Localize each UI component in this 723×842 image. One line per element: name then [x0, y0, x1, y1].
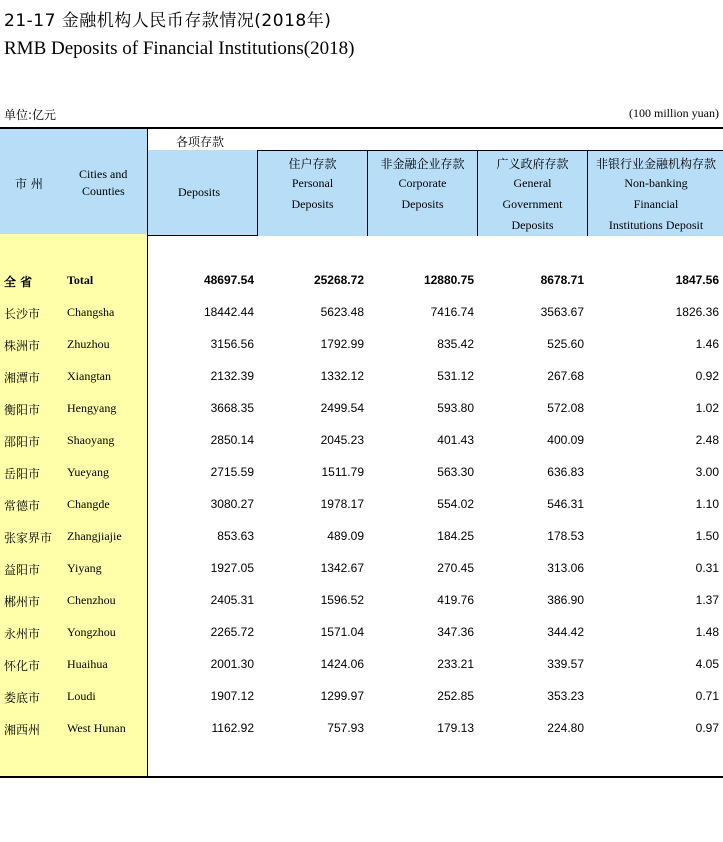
table-header — [0, 127, 723, 236]
value-gov: 353.23 — [547, 689, 584, 703]
value-gov: 636.83 — [547, 465, 584, 479]
city-name-en: Yongzhou — [67, 625, 116, 639]
value-personal: 1978.17 — [320, 497, 364, 511]
header-city-en-2: Counties — [82, 184, 125, 198]
value-gov: 572.08 — [547, 401, 584, 415]
city-name-cn: 张家界市 — [4, 531, 53, 545]
value-total: 3156.56 — [210, 337, 254, 351]
table-row — [0, 393, 723, 425]
value-corporate: 531.12 — [437, 369, 474, 383]
table-row — [0, 617, 723, 649]
header-total-en: Deposits — [178, 185, 220, 199]
value-gov: 267.68 — [547, 369, 584, 383]
value-nonbank: 1.50 — [695, 529, 719, 543]
value-personal: 1792.99 — [320, 337, 364, 351]
header-personal-column — [257, 150, 367, 236]
city-name-cn: 湘西州 — [4, 723, 41, 737]
value-personal: 1596.52 — [320, 593, 364, 607]
city-name-en: Hengyang — [67, 401, 117, 415]
city-name-en: Shaoyang — [67, 433, 115, 447]
page-title-en: RMB Deposits of Financial Institutions(2018) — [4, 38, 355, 59]
value-gov: 313.06 — [547, 561, 584, 575]
city-name-en: Yiyang — [67, 561, 102, 575]
value-personal: 2499.54 — [320, 401, 364, 415]
city-name-en: Yueyang — [67, 465, 109, 479]
header-city-column — [0, 129, 148, 235]
header-total-cn: 各项存款 — [176, 135, 225, 149]
header-gov-en-3: Deposits — [511, 218, 554, 232]
header-personal-en-1: Personal — [291, 176, 334, 190]
table-row — [0, 649, 723, 681]
value-nonbank: 3.00 — [695, 465, 719, 479]
table-row — [0, 585, 723, 617]
value-total: 1162.92 — [211, 721, 254, 735]
value-corporate: 347.36 — [437, 625, 474, 639]
value-personal: 1342.67 — [320, 561, 364, 575]
value-personal: 1299.97 — [320, 689, 364, 703]
value-personal: 25268.72 — [313, 273, 364, 287]
value-nonbank: 0.31 — [695, 561, 719, 575]
value-total: 18442.44 — [203, 305, 254, 319]
header-gov-en-1: General — [513, 176, 552, 190]
header-government-column — [477, 150, 587, 236]
city-name-en: Xiangtan — [67, 369, 111, 383]
header-nonbank-en-1: Non-banking — [624, 176, 688, 190]
table-row — [0, 297, 723, 329]
value-nonbank: 1847.56 — [675, 273, 719, 287]
unit-label-cn: 单位:亿元 — [4, 108, 57, 122]
value-personal: 1424.06 — [320, 657, 364, 671]
city-name-en: Zhuzhou — [67, 337, 110, 351]
value-nonbank: 1.48 — [695, 625, 719, 639]
value-nonbank: 0.92 — [695, 369, 719, 383]
value-corporate: 554.02 — [437, 497, 474, 511]
value-personal: 5623.48 — [320, 305, 364, 319]
header-corporate-en-2: Deposits — [401, 197, 444, 211]
header-gov-en-2: Government — [502, 197, 563, 211]
value-gov: 3563.67 — [540, 305, 584, 319]
value-nonbank: 1826.36 — [675, 305, 719, 319]
table-row-total — [0, 265, 723, 297]
city-name-en: Zhangjiajie — [67, 529, 122, 543]
value-total: 3080.27 — [210, 497, 254, 511]
value-total: 1927.05 — [210, 561, 254, 575]
city-name-en: Chenzhou — [67, 593, 116, 607]
city-name-en: Changde — [67, 497, 110, 511]
header-personal-cn: 住户存款 — [288, 157, 337, 171]
value-gov: 224.80 — [547, 721, 584, 735]
city-name-en: Changsha — [67, 305, 115, 319]
value-corporate: 184.25 — [437, 529, 474, 543]
value-gov: 546.31 — [547, 497, 584, 511]
value-corporate: 233.21 — [437, 657, 474, 671]
value-total: 2265.72 — [210, 625, 254, 639]
city-name-en: West Hunan — [67, 721, 126, 735]
value-personal: 489.09 — [327, 529, 364, 543]
value-personal: 1332.12 — [320, 369, 364, 383]
value-nonbank: 1.37 — [695, 593, 719, 607]
value-total: 2850.14 — [210, 433, 254, 447]
value-personal: 1511.79 — [321, 465, 364, 479]
table-row — [0, 425, 723, 457]
value-corporate: 252.85 — [437, 689, 474, 703]
value-personal: 2045.23 — [320, 433, 364, 447]
table-row — [0, 457, 723, 489]
value-gov: 400.09 — [547, 433, 584, 447]
city-name-cn: 湘潭市 — [4, 371, 41, 385]
header-personal-en-2: Deposits — [291, 197, 334, 211]
header-city-cn: 市 州 — [15, 177, 43, 191]
value-nonbank: 0.97 — [695, 721, 719, 735]
header-total-column — [148, 150, 257, 235]
city-name-cn: 株洲市 — [4, 339, 41, 353]
value-total: 1907.12 — [210, 689, 254, 703]
value-total: 48697.54 — [203, 273, 254, 287]
city-name-en: Total — [67, 273, 94, 287]
value-total: 3668.35 — [210, 401, 254, 415]
value-nonbank: 1.02 — [695, 401, 719, 415]
city-name-cn: 怀化市 — [4, 659, 41, 673]
value-nonbank: 4.05 — [695, 657, 719, 671]
value-corporate: 835.42 — [437, 337, 474, 351]
value-nonbank: 0.71 — [695, 689, 719, 703]
city-name-cn: 邵阳市 — [4, 435, 41, 449]
table-row — [0, 713, 723, 745]
value-nonbank: 1.46 — [695, 337, 719, 351]
value-corporate: 563.30 — [437, 465, 474, 479]
header-nonbank-column — [587, 150, 723, 236]
table-row — [0, 329, 723, 361]
value-gov: 178.53 — [547, 529, 584, 543]
page-title-cn: 21-17 金融机构人民币存款情况(2018年) — [4, 11, 332, 31]
city-name-cn: 永州市 — [4, 627, 41, 641]
city-name-en: Loudi — [67, 689, 96, 703]
value-corporate: 419.76 — [437, 593, 474, 607]
value-gov: 8678.71 — [540, 273, 584, 287]
value-gov: 525.60 — [547, 337, 584, 351]
city-name-cn: 长沙市 — [4, 307, 41, 321]
value-total: 2405.31 — [210, 593, 254, 607]
value-nonbank: 1.10 — [695, 497, 719, 511]
city-name-cn: 郴州市 — [4, 595, 41, 609]
value-nonbank: 2.48 — [695, 433, 719, 447]
table-row — [0, 521, 723, 553]
value-gov: 386.90 — [547, 593, 584, 607]
city-name-cn: 全 省 — [4, 275, 33, 289]
city-name-cn: 岳阳市 — [4, 467, 41, 481]
value-corporate: 12880.75 — [423, 273, 474, 287]
header-nonbank-cn: 非银行业金融机构存款 — [595, 157, 716, 171]
value-corporate: 593.80 — [437, 401, 474, 415]
value-total: 2132.39 — [210, 369, 254, 383]
table-row — [0, 489, 723, 521]
value-corporate: 179.13 — [437, 721, 474, 735]
table-bottom-rule — [0, 776, 723, 778]
value-gov: 344.42 — [547, 625, 584, 639]
value-personal: 757.93 — [327, 721, 364, 735]
header-nonbank-en-2: Financial — [633, 197, 679, 211]
header-gov-cn: 广义政府存款 — [496, 157, 569, 171]
city-name-cn: 常德市 — [4, 499, 41, 513]
value-gov: 339.57 — [547, 657, 584, 671]
header-corporate-column — [367, 150, 477, 236]
unit-label-en: (100 million yuan) — [629, 106, 719, 120]
header-nonbank-en-3: Institutions Deposit — [608, 218, 704, 232]
city-name-cn: 衡阳市 — [4, 403, 41, 417]
header-corporate-en-1: Corporate — [398, 176, 447, 190]
value-corporate: 401.43 — [437, 433, 474, 447]
value-total: 2715.59 — [210, 465, 254, 479]
table-row — [0, 553, 723, 585]
value-corporate: 270.45 — [437, 561, 474, 575]
value-total: 2001.30 — [210, 657, 254, 671]
value-personal: 1571.04 — [320, 625, 364, 639]
city-name-en: Huaihua — [67, 657, 108, 671]
city-name-cn: 娄底市 — [4, 691, 41, 705]
header-city-en-1: Cities and — [79, 167, 128, 181]
value-total: 853.63 — [217, 529, 254, 543]
header-corporate-cn: 非金融企业存款 — [380, 157, 465, 171]
table-row — [0, 681, 723, 713]
value-corporate: 7416.74 — [430, 305, 474, 319]
city-name-cn: 益阳市 — [4, 563, 41, 577]
table-row — [0, 361, 723, 393]
